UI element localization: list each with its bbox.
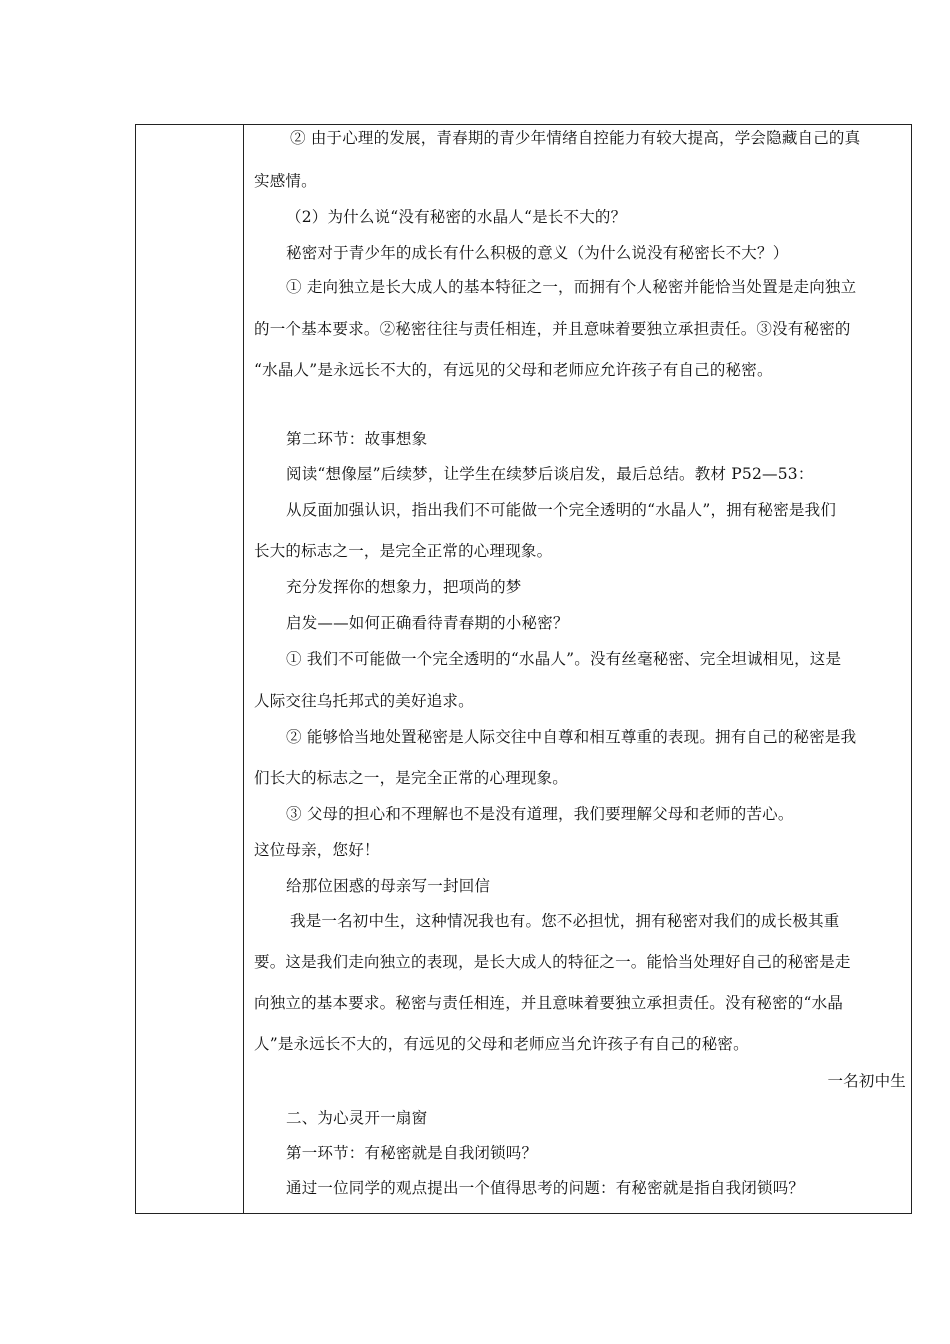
letter-signature: 一名初中生 xyxy=(827,1072,906,1090)
text-line: ② 由于心理的发展，青春期的青少年情绪自控能力有较大提高，学会隐藏自己的真 xyxy=(290,129,861,147)
text-line: 人际交往乌托邦式的美好追求。 xyxy=(254,692,474,710)
text-line: （2）为什么说“没有秘密的水晶人“是长不大的？ xyxy=(286,208,627,226)
left-cell xyxy=(136,125,243,1213)
text-line: 向独立的基本要求。秘密与责任相连，并且意味着要独立承担责任。没有秘密的“水晶 xyxy=(254,994,844,1012)
text-line: 长大的标志之一，是完全正常的心理现象。 xyxy=(254,542,553,560)
text-line: 启发——如何正确看待青春期的小秘密？ xyxy=(286,614,569,632)
section-heading: 二、为心灵开一扇窗 xyxy=(286,1109,428,1127)
text-line: 第一环节：有秘密就是自我闭锁吗？ xyxy=(286,1144,538,1162)
text-line: 秘密对于青少年的成长有什么积极的意义（为什么说没有秘密长不大？） xyxy=(286,244,789,262)
text-line: ① 走向独立是长大成人的基本特征之一，而拥有个人秘密并能恰当处置是走向独立 xyxy=(286,278,857,296)
text-line: ③ 父母的担心和不理解也不是没有道理，我们要理解父母和老师的苦心。 xyxy=(286,805,794,823)
text-line: ① 我们不可能做一个完全透明的“水晶人”。没有丝毫秘密、完全坦诚相见，这是 xyxy=(286,650,842,668)
section-heading: 第二环节：故事想象 xyxy=(286,430,428,448)
text-line: 我是一名初中生，这种情况我也有。您不必担忧，拥有秘密对我们的成长极其重 xyxy=(290,912,840,930)
text-line: “水晶人”是永远长不大的，有远见的父母和老师应允许孩子有自己的秘密。 xyxy=(254,361,773,379)
text-line: ② 能够恰当地处置秘密是人际交往中自尊和相互尊重的表现。拥有自己的秘密是我 xyxy=(286,728,857,746)
text-line: 充分发挥你的想象力，把项尚的梦 xyxy=(286,578,522,596)
text-line: 从反面加强认识，指出我们不可能做一个完全透明的“水晶人”，拥有秘密是我们 xyxy=(286,501,837,519)
text-line: 们长大的标志之一，是完全正常的心理现象。 xyxy=(254,769,569,787)
text-line: 的一个基本要求。②秘密往往与责任相连，并且意味着要独立承担责任。③没有秘密的 xyxy=(254,320,851,338)
text-line: 实感情。 xyxy=(254,172,317,190)
text-line: 人”是永远长不大的，有远见的父母和老师应当允许孩子有自己的秘密。 xyxy=(254,1035,749,1053)
column-divider xyxy=(243,125,244,1213)
text-line: 要。这是我们走向独立的表现，是长大成人的特征之一。能恰当处理好自己的秘密是走 xyxy=(254,953,851,971)
text-line: 给那位困惑的母亲写一封回信 xyxy=(286,877,491,895)
text-line: 通过一位同学的观点提出一个值得思考的问题：有秘密就是指自我闭锁吗？ xyxy=(286,1179,805,1197)
text-line: 阅读“想像屋”后续梦，让学生在续梦后谈启发，最后总结。教材 P52—53： xyxy=(286,465,814,483)
letter-salutation: 这位母亲，您好！ xyxy=(254,841,380,859)
